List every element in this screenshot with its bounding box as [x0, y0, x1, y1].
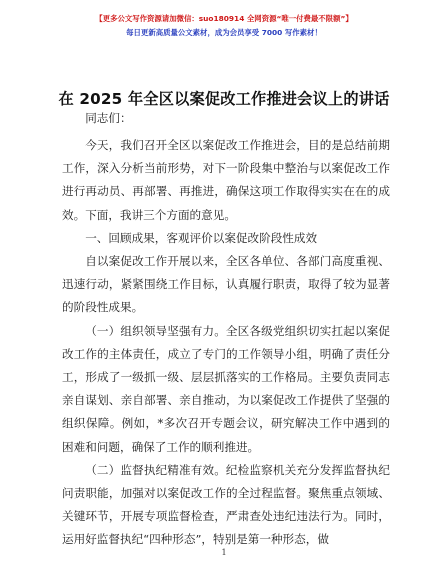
section-heading-1: 一、回顾成果，客观评价以案促改阶段性成效: [85, 230, 318, 245]
promo-banner-line-2: 每日更新高质量公文素材，成为会员享受 7000 写作素材！: [126, 28, 322, 37]
paragraph-leadership: （一）组织领导坚强有力。全区各级党组织切实扛起以案促改工作的主体责任，成立了专门的工作领导小组，明确了责任分工，形成了一级抓一级、层层抓落实的工作格局。主要负责同志亲自谋划、亲自部署、亲自推动，为以案促改工作提供了坚强的组织保障。例如，*多次召开专题会议，研究解决工作中遇到的困难和问题，确保了工作的顺利推进。: [62, 323, 390, 454]
page-number: 1: [221, 548, 227, 557]
salutation: 同志们：: [85, 111, 132, 125]
paragraph-supervision: （二）监督执纪精准有效。纪检监察机关充分发挥监督执纪问责职能，加强对以案促改工作的全过程监督。聚焦重点领域、关键环节，开展专项监督检查，严肃查处违纪违法行为。同时，运用好监督执纪“四种形态”，特别是第一种形态，做: [62, 462, 390, 547]
document-body: [62, 134, 390, 552]
paragraph-overview: 自以案促改工作开展以来，全区各单位、各部门高度重视、迅速行动，紧紧围绕工作目标，认真履行职责，取得了较为显著的阶段性成果。: [62, 254, 390, 315]
promo-banner: [0, 13, 448, 38]
salutation-block: [62, 107, 390, 130]
promo-banner-line-1: 【更多公文写作资源请加微信：suo180914 全网资源“唯一付费最不限额”】: [95, 14, 353, 23]
paragraph-intro: 今天，我们召开全区以案促改工作推进会，目的是总结前期工作，深入分析当前形势，对下一阶段集中整治与以案促改工作进行再动员、再部署、再推进，确保这项工作取得实实在在的成效。下面，我讲三个方面的意见。: [62, 138, 390, 222]
document-title: 在 2025 年全区以案促改工作推进会议上的讲话: [58, 90, 390, 108]
